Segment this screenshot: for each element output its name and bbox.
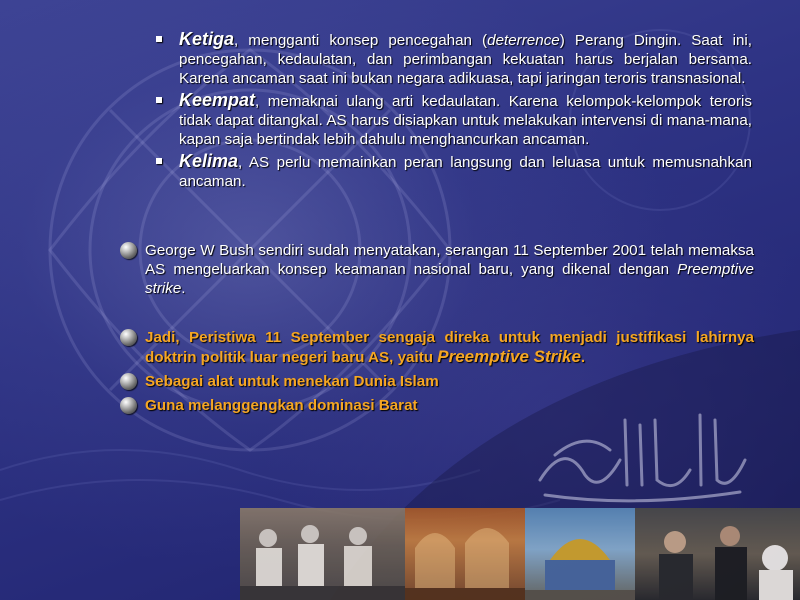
point-keempat-text: , memaknai ulang arti kedaulatan. Karena kelompok-kelompok teroris tidak dapat ditangkal. AS harus disiapkan untuk melakukan intervensi di mana-mana, kapan saja bertindak lebih dahulu menghancurkan ancaman. xyxy=(179,93,752,148)
point-ketiga-lead: Ketiga xyxy=(179,29,235,49)
conclusion-first-emphasis: Preemptive Strike xyxy=(437,347,581,366)
square-bullet-icon xyxy=(156,36,162,42)
point-ketiga-text-a: , mengganti konsep pencegahan ( xyxy=(234,32,488,49)
sphere-bullet-icon xyxy=(120,373,137,390)
bush-statement-text: George W Bush sendiri sudah menyatakan, serangan 11 September 2001 telah memaksa AS mengeluarkan konsep keamanan nasional baru, yang dikenal dengan xyxy=(145,242,754,278)
conclusion-first xyxy=(120,328,754,367)
conclusion-second-text: Sebagai alat untuk menekan Dunia Islam xyxy=(145,373,439,390)
conclusion-first-end: . xyxy=(580,349,586,366)
square-bullet-icon xyxy=(156,158,162,164)
bush-statement xyxy=(120,241,754,298)
bush-statement-list xyxy=(120,241,754,298)
sphere-bullet-icon xyxy=(120,242,137,259)
point-kelima xyxy=(156,152,752,191)
conclusion-second xyxy=(120,372,754,391)
conclusion-third-text: Guna melanggengkan dominasi Barat xyxy=(145,397,418,414)
point-ketiga xyxy=(156,30,752,88)
point-ketiga-text-b: ) Perang Dingin. Saat ini, pencegahan, kedaulatan, dan perimbangan kekuatan harus berjalan bersama. Karena ancaman saat ini bukan negara adikuasa, tapi jaringan teroris transnasional. xyxy=(179,32,753,87)
point-keempat xyxy=(156,91,752,149)
point-ketiga-emphasis: deterrence xyxy=(487,32,560,49)
conclusion-list xyxy=(120,328,754,415)
bush-statement-emphasis: Preemptive strike xyxy=(145,261,754,297)
square-bullet-icon xyxy=(156,97,162,103)
sphere-bullet-icon xyxy=(120,397,137,414)
strategy-points-list xyxy=(156,30,752,194)
point-keempat-lead: Keempat xyxy=(179,90,256,110)
bush-statement-end: . xyxy=(181,280,186,297)
conclusion-first-text: Jadi, Peristiwa 11 September sengaja direka untuk menjadi justifikasi lahirnya doktrin politik luar negeri baru AS, yaitu xyxy=(145,329,754,366)
conclusion-third xyxy=(120,396,754,415)
point-kelima-lead: Kelima xyxy=(179,151,239,171)
sphere-bullet-icon xyxy=(120,329,137,346)
point-kelima-text: , AS perlu memainkan peran langsung dan leluasa untuk memusnahkan ancaman. xyxy=(179,154,752,190)
